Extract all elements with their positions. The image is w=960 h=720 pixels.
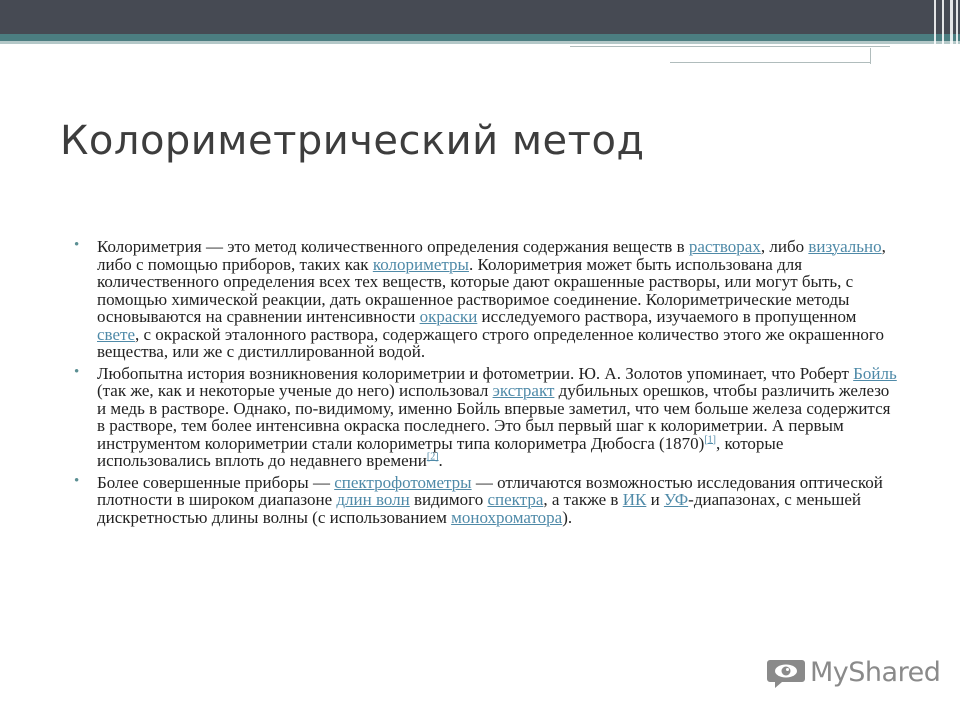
text-segment: (так же, как и некоторые ученые до него) использовал — [97, 381, 493, 400]
hyperlink[interactable]: визуально — [808, 237, 882, 256]
hyperlink[interactable]: свете — [97, 324, 135, 344]
text-segment: Более совершенные приборы — — [97, 472, 335, 492]
hyperlink[interactable]: Бойль — [853, 363, 897, 383]
bullet-item — [70, 238, 900, 361]
bullet-text — [97, 364, 897, 471]
watermark-text: MyShared — [810, 657, 941, 688]
hyperlink[interactable]: растворах — [688, 237, 761, 256]
bullet-dot-icon: • — [74, 363, 80, 380]
hyperlink[interactable]: экстракт — [492, 381, 555, 400]
text-segment: Любопытна история возникновения колориметрии и фотометрии. Ю. А. Золотов упоминает, что Роберт — [97, 363, 854, 383]
text-segment: , с окраской эталонного раствора, содержащего строго определенное количество этого же окрашенного вещества, или же с дистиллированной водой. — [97, 324, 884, 361]
text-segment: . — [438, 451, 443, 470]
hyperlink[interactable]: спектра — [487, 490, 544, 509]
watermark-logo — [766, 655, 941, 691]
text-segment: дубильных орешков, чтобы различить железо и медь в растворе. Однако, по-видимому, именно Бойль впервые заметил, что чем больше железа содержится в растворе, тем более интенсивна окраска последнего. Это был первый шаг к колориметрии. А первым инструментом колориметрии стали колориметры типа колориметра Дюбосга (1870) — [97, 381, 891, 453]
bullet-dot-icon: • — [74, 237, 80, 253]
bullet-item — [70, 365, 900, 470]
bullet-item — [70, 474, 900, 527]
hyperlink[interactable]: колориметры — [372, 254, 469, 274]
hyperlink[interactable]: УФ — [663, 490, 689, 509]
text-segment: , либо — [760, 237, 809, 256]
bullet-text — [97, 237, 886, 361]
top-banner — [0, 0, 960, 34]
text-segment: и — [646, 490, 664, 509]
hyperlink[interactable]: спектрофотометры — [334, 472, 472, 492]
text-segment: исследуемого раствора, изучаемого в пропущенном — [477, 307, 857, 326]
hyperlink[interactable]: ИК — [622, 490, 647, 509]
text-segment: видимого — [409, 490, 488, 509]
text-segment: -диапазонах, с меньшей дискретностью длины волны (с использованием — [97, 490, 861, 527]
eye-speech-bubble-icon — [766, 657, 806, 689]
text-segment: . Колориметрия может быть использована для количественного определения всех тех веществ, которые дают окрашенные растворы, или могут быть, с помощью химической реакции, дать окрашенное растворимое соединение. Колориметрические методы основываются на сравнении интенсивности — [97, 254, 854, 326]
corner-decoration — [928, 0, 960, 44]
text-segment: ). — [562, 507, 573, 527]
slide-title: Колориметрический метод — [60, 118, 645, 164]
accent-stripe-thin — [0, 41, 960, 44]
text-segment: — отличаются возможностью исследования оптической плотности в широком диапазоне — [97, 472, 883, 509]
text-segment: , либо с помощью приборов, таких как — [97, 237, 886, 274]
footnote-link[interactable]: [1] — [704, 433, 717, 445]
hyperlink[interactable]: монохроматора — [451, 507, 563, 527]
hyperlink[interactable]: окраски — [419, 307, 478, 326]
footnote-marker — [704, 434, 716, 445]
footnote-marker — [427, 451, 439, 462]
text-segment: , а также в — [543, 490, 623, 509]
text-segment: , которые использовались вплоть до недавнего времени — [97, 433, 784, 470]
accent-stripe — [0, 34, 960, 41]
footnote-link[interactable]: [2] — [426, 451, 439, 463]
slide-body — [70, 238, 900, 530]
bullet-text — [97, 473, 883, 527]
decorative-lines — [570, 46, 890, 68]
bullet-dot-icon: • — [74, 472, 80, 489]
hyperlink[interactable]: длин волн — [336, 490, 410, 509]
text-segment: Колориметрия — это метод количественного определения содержания веществ в — [97, 237, 689, 256]
